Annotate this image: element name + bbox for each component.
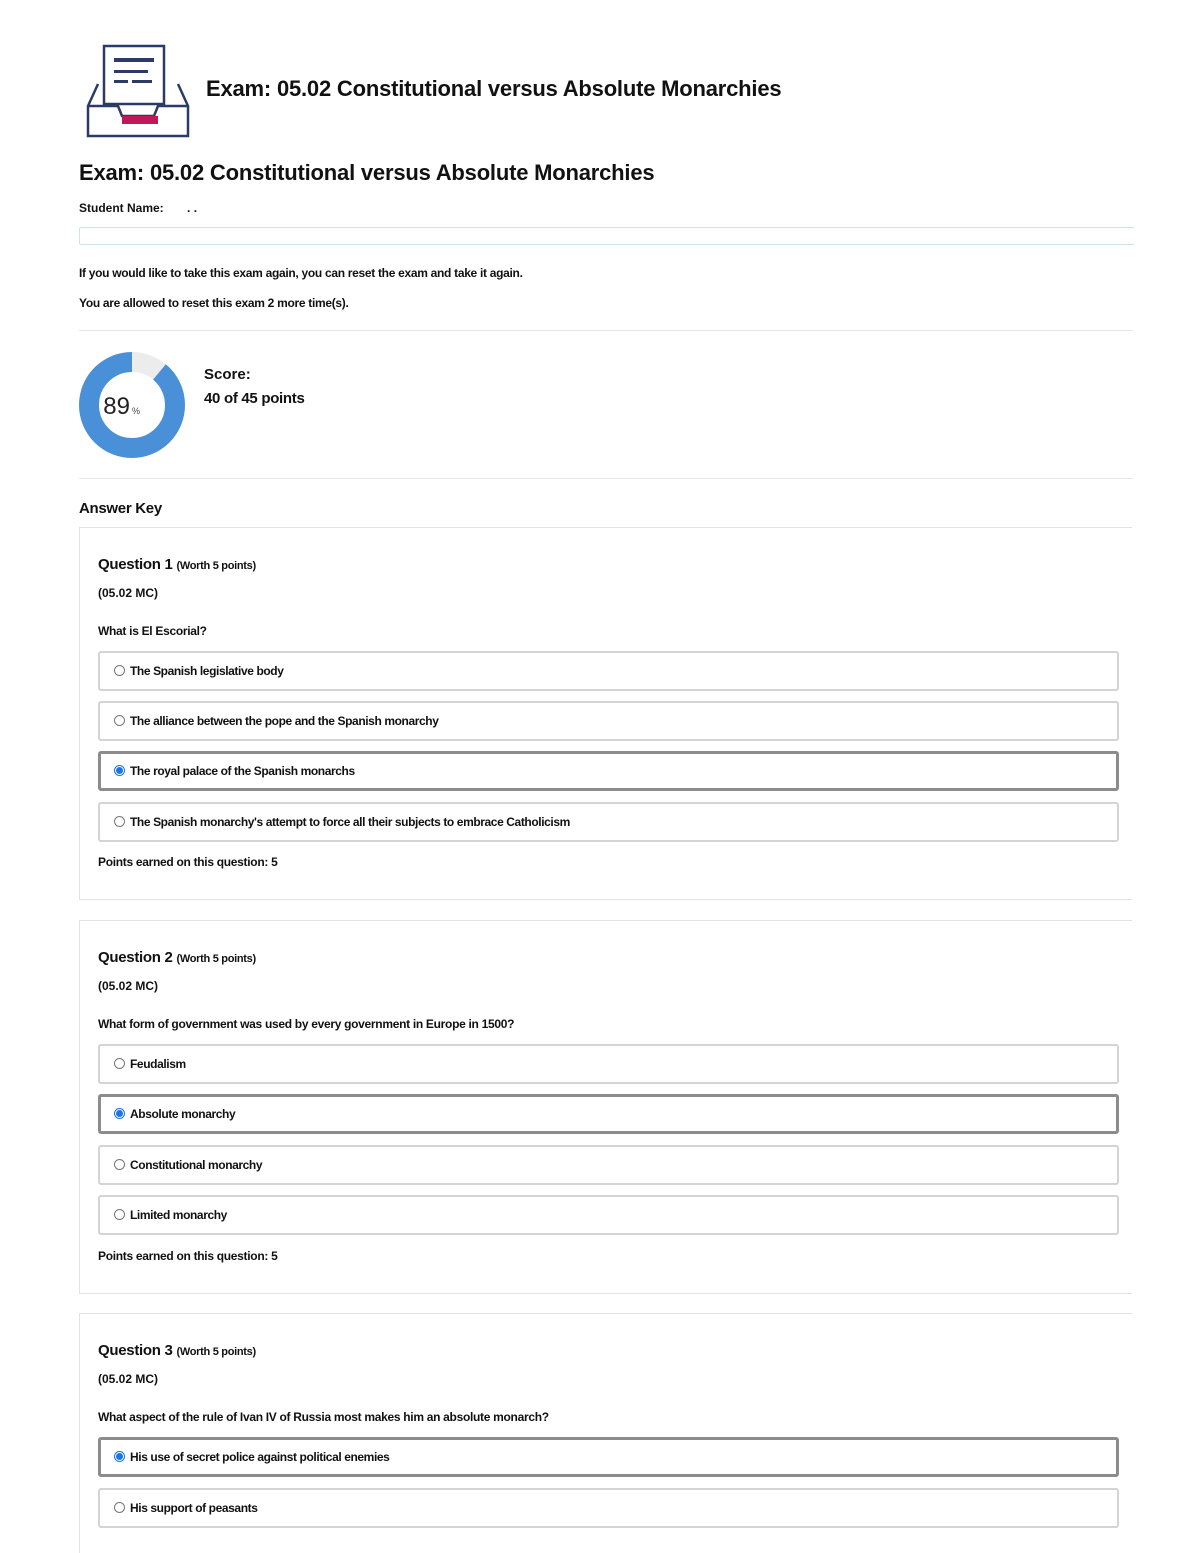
question-card xyxy=(79,920,1132,1294)
answer-option[interactable] xyxy=(98,1488,1119,1528)
divider xyxy=(79,330,1133,331)
question-worth: (Worth 5 points) xyxy=(176,1346,256,1358)
exam-tray-icon xyxy=(84,44,194,138)
question-heading xyxy=(98,556,256,573)
question-code: (05.02 MC) xyxy=(98,586,159,600)
answer-option[interactable] xyxy=(98,1195,1119,1235)
student-name xyxy=(79,201,247,215)
radio-button[interactable] xyxy=(114,1502,125,1513)
reset-info-text: If you would like to take this exam again, you can reset the exam and take it again. xyxy=(79,266,523,280)
question-worth: (Worth 5 points) xyxy=(176,953,256,965)
answer-option-label: The Spanish monarchy's attempt to force all their subjects to embrace Catholicism xyxy=(130,815,570,829)
score-value: 40 of 45 points xyxy=(204,390,305,407)
answer-option[interactable] xyxy=(98,802,1119,842)
answer-option-label: The Spanish legislative body xyxy=(130,664,284,678)
score-label: Score: xyxy=(204,366,251,383)
score-percent-sign: % xyxy=(132,406,141,416)
question-code: (05.02 MC) xyxy=(98,1372,159,1386)
radio-button[interactable] xyxy=(114,1159,125,1170)
answer-option[interactable] xyxy=(98,1044,1119,1084)
question-worth: (Worth 5 points) xyxy=(176,560,256,572)
radio-button[interactable] xyxy=(114,715,125,726)
answer-option-label: His support of peasants xyxy=(130,1501,258,1515)
student-name-label: Student Name: xyxy=(79,201,164,215)
radio-button[interactable] xyxy=(114,1058,125,1069)
student-name-bar xyxy=(79,227,1134,245)
question-card xyxy=(79,527,1132,900)
question-title: Question 2 xyxy=(98,949,173,966)
divider xyxy=(79,478,1133,479)
question-text: What is El Escorial? xyxy=(98,624,207,638)
answer-option[interactable] xyxy=(98,701,1119,741)
answer-option-selected[interactable] xyxy=(98,1094,1119,1134)
answer-option-label: The alliance between the pope and the Spanish monarchy xyxy=(130,714,439,728)
radio-button[interactable] xyxy=(114,665,125,676)
question-heading xyxy=(98,1342,256,1359)
radio-button[interactable] xyxy=(114,816,125,827)
student-name-value: . . xyxy=(187,201,198,215)
score-percent: 89 xyxy=(103,393,130,420)
exam-header xyxy=(84,44,984,138)
header-title: Exam: 05.02 Constitutional versus Absolute Monarchies xyxy=(206,76,782,101)
question-title: Question 1 xyxy=(98,556,173,573)
page-title: Exam: 05.02 Constitutional versus Absolute Monarchies xyxy=(79,160,655,185)
question-text: What form of government was used by every government in Europe in 1500? xyxy=(98,1017,515,1031)
answer-option-selected[interactable] xyxy=(98,1437,1119,1477)
answer-option-label: Limited monarchy xyxy=(130,1208,227,1222)
radio-button-selected[interactable] xyxy=(114,1108,125,1119)
points-earned: Points earned on this question: 5 xyxy=(98,855,278,869)
answer-option-label: His use of secret police against political enemies xyxy=(130,1450,390,1464)
score-donut xyxy=(78,351,186,459)
points-earned: Points earned on this question: 5 xyxy=(98,1249,278,1263)
question-code: (05.02 MC) xyxy=(98,979,159,993)
answer-option[interactable] xyxy=(98,651,1119,691)
answer-option-selected[interactable] xyxy=(98,751,1119,791)
answer-option-label: The royal palace of the Spanish monarchs xyxy=(130,764,355,778)
score-donut-fill xyxy=(89,362,175,448)
answer-option[interactable] xyxy=(98,1145,1119,1185)
answer-option-label: Constitutional monarchy xyxy=(130,1158,263,1172)
answer-option-label: Absolute monarchy xyxy=(130,1107,236,1121)
question-text: What aspect of the rule of Ivan IV of Russia most makes him an absolute monarch? xyxy=(98,1410,549,1424)
reset-count-text: You are allowed to reset this exam 2 more time(s). xyxy=(79,296,349,310)
radio-button-selected[interactable] xyxy=(114,765,125,776)
answer-key-heading: Answer Key xyxy=(79,500,162,517)
question-heading xyxy=(98,949,256,966)
radio-button-selected[interactable] xyxy=(114,1451,125,1462)
radio-button[interactable] xyxy=(114,1209,125,1220)
question-title: Question 3 xyxy=(98,1342,173,1359)
answer-option-label: Feudalism xyxy=(130,1057,186,1071)
question-card xyxy=(79,1313,1132,1553)
